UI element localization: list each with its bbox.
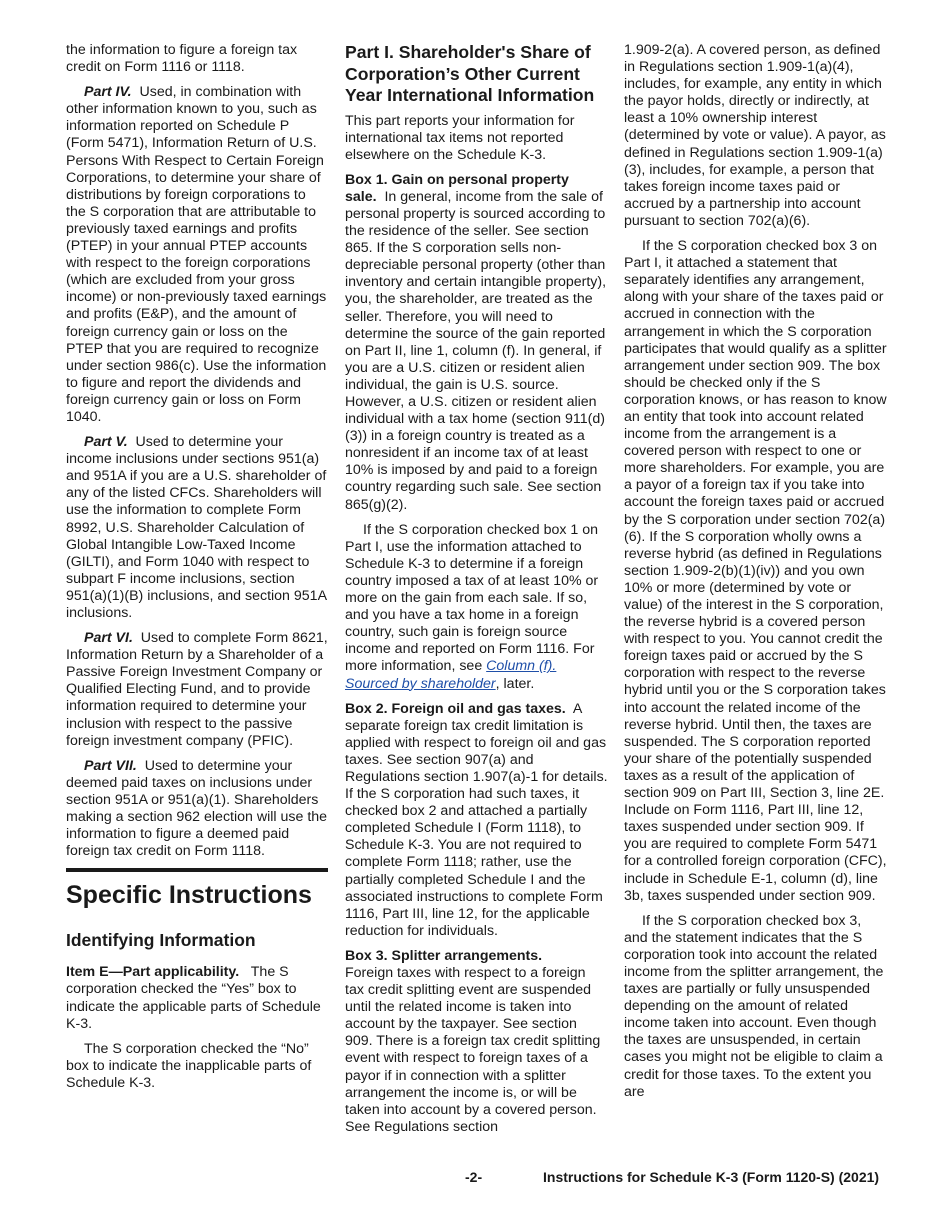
part-iv-text: Used, in combination with other information known to you, such as information reported on Schedule P (Form 5471), Information Return of U.S. Persons With Respect to Certain Foreign Corporations, to determine your share of distributions by foreign corporations to the S corporation that are attributable to previously taxed earnings and profits (PTEP) in your annual PTEP accounts with respect to the foreign corporations (which are excluded from your gross income) or non-previously taxed earnings and profits (E&P), and the amount of foreign currency gain or loss on the PTEP that you are required to recognize under section 986(c). Use the information to figure and report the dividends and foreign currency gain or loss on Form 1040. [66,84,327,425]
column-2 [345,42,608,1144]
box-2-label: Box 2. Foreign oil and gas taxes. [345,700,566,717]
identifying-information-heading: Identifying Information [66,930,256,951]
paragraph-covered-person: 1.909-2(a). A covered person, as defined in Regulations section 1.909-1(a)(4), includes, for example, any entity in which the payor holds, directly or indirectly, at least a 10% ownership interest (determined by vote or value). A payor, as defined in Regulations section 1.909-1(a)(3), includes, for example, a person that takes foreign income taxes paid or accrued by a partnership into account pursuant to section 702(a)(6). [624,42,886,229]
column-1 [66,42,328,1100]
part-vi-label: Part VI. [84,630,133,647]
part-i-heading: Part I. Shareholder's Share of Corporation’s Other Current Year International Information [345,42,595,105]
paragraph-item-e [66,964,328,1032]
paragraph-continuation: the information to figure a foreign tax credit on Form 1116 or 1118. [66,42,298,76]
part-v-text: Used to determine your income inclusions under sections 951(a) and 951A if you are a U.S. shareholder of any of the listed CFCs. Shareholders will use the information to complete Form 8992, U.S. Shareholder Calculation of Global Intangible Low-Taxed Income (GILTI), and Form 1040 with respect to subpart F income inclusions, section 951(a)(1)(B) inclusions, and section 951A inclusions. [66,434,327,621]
specific-instructions-heading: Specific Instructions [66,881,312,910]
paragraph-box-3-statement: If the S corporation checked box 3 on Part I, it attached a statement that separately identifies any arrangement, along with your share of the taxes paid or accrued in connection with the arrangement in which the S corporation participates that would qualify as a splitter arrangement under section 909. The box should be checked only if the S corporation knows, or has reason to know an entity that took into account related income from the arrangement is a covered person with respect to one or more shareholders. For example, you are a payor of a foreign tax if you take into account the foreign taxes paid or accrued by the S corporation under section 702(a)(6). If the S corporation wholly owns a reverse hybrid (as defined in Regulations section 1.909-2(b)(1)(iv)) and you own 10% or more (determined by vote or value) of the interest in the S corporation, the reverse hybrid is a covered person with respect to you. You cannot credit the foreign taxes paid or accrued by the S corporation with respect to the reverse hybrid until you or the S corporation takes into account the related income of the reverse hybrid. Until then, the taxes are suspended. The S corporation reported your share of the potentially suspended taxes as a result of the application of section 909 on Part III, Section 3, line 2E. Include on Form 1116, Part III, line 12, taxes suspended under section 909. If you are required to complete Form 5471 for a controlled foreign corporation (CFC), include in Schedule E-1, column (d), line 3b, taxes suspended under section 909. [624,238,887,904]
box-1-continued-after: , later. [495,675,535,692]
item-e-text: The S corporation checked the “Yes” box to indicate the applicable parts of Schedule K-3. [66,964,321,1032]
section-divider [66,868,328,872]
box-1-text: In general, income from the sale of personal property is sourced according to the residence of the seller. See section 865. If the S corporation sells non-depreciable personal property (other than inventory and certain intangible property), you, the shareholder, are treated as the seller. Therefore, you will need to determine the source of the gain reported on Part II, line 1, column (f). In general, if you are a U.S. citizen or resident alien individual, the gain is U.S. source. However, a U.S. citizen or resident alien individual with a tax home (section 911(d)(3)) in a foreign country is treated as a nonresident if an income tax of at least 10% is imposed by and paid to a foreign country regarding such sale. See section 865(g)(2). [345,188,607,513]
part-vii-text: Used to determine your deemed paid taxes on inclusions under section 951A or 951(a)(1). Shareholders making a section 962 election will use the information to figure a deemed paid foreign tax credit on Form 1118. [66,757,328,860]
paragraph-box-1-continued [345,522,608,693]
paragraph-box-3 [345,948,608,1136]
part-vii-label: Part VII. [84,757,137,774]
paragraph-part-vi [66,630,328,750]
box-1-continued-text: If the S corporation checked box 1 on Part I, use the information attached to Schedule K-3 to determine if a foreign country imposed a tax of at least 10% or more on the gain from each sale. If so, and you have a tax home in a foreign country, such gain is foreign source income and reported on Form 1116. For more information, see [345,521,599,675]
paragraph-part-vii [66,758,328,861]
paragraph-box-1 [345,172,608,514]
part-vi-text: Used to complete Form 8621, Information Return by a Shareholder of a Passive Foreign Investment Company or Qualified Electing Fund, and to provide information required to determine your inclusion with respect to the passive foreign investment company (PFIC). [66,630,328,749]
part-iv-label: Part IV. [84,84,132,101]
column-3 [624,42,888,1109]
paragraph-part-v [66,434,328,622]
box-1-label: Box 1. Gain on personal property sale. [345,171,569,205]
column-f-link[interactable]: Column (f). Sourced by shareholder [345,658,557,692]
item-e-label: Item E—Part applicability. [66,964,240,981]
paragraph-no-box: The S corporation checked the “No” box to indicate the inapplicable parts of Schedule K-3. [66,1040,312,1091]
page-number: -2- [465,1169,483,1185]
footer-title: Instructions for Schedule K-3 (Form 1120-S) (2021) [543,1169,880,1185]
paragraph-unsuspended: If the S corporation checked box 3, and the statement indicates that the S corporation took into account the related income from the splitter arrangement, the taxes are partially or fully unsuspended depending on the amount of related income taken into account. Even though the taxes are unsuspended, in certain cases you might not be eligible to claim a credit for those taxes. To the extent you are [624,912,884,1100]
part-i-intro: This part reports your information for international tax items not reported elsewhere on the Schedule K-3. [345,112,575,163]
box-2-text: A separate foreign tax credit limitation is applied with respect to foreign oil and gas taxes. See section 907(a) and Regulations section 1.907(a)-1 for details. If the S corporation had such taxes, it checked box 2 and attached a partially completed Schedule I (Form 1118), to Schedule K-3. You are not required to complete Form 1118; rather, use the partially completed Schedule I and the associated instructions to complete Form 1116, Part III, line 12, for the applicable reduction for individuals. [345,700,608,939]
box-3-text: Foreign taxes with respect to a foreign tax credit splitting event are suspended until the related income is taken into account by the taxpayer. See section 909. There is a foreign tax credit splitting event with respect to foreign taxes of a payor if in connection with a splitter arrangement the income is, or will be taken into account by a covered person. See Regulations section [345,965,601,1135]
paragraph-box-2 [345,701,608,940]
part-v-label: Part V. [84,434,128,451]
paragraph-part-iv [66,84,328,426]
box-3-label: Box 3. Splitter arrangements. [345,947,543,964]
